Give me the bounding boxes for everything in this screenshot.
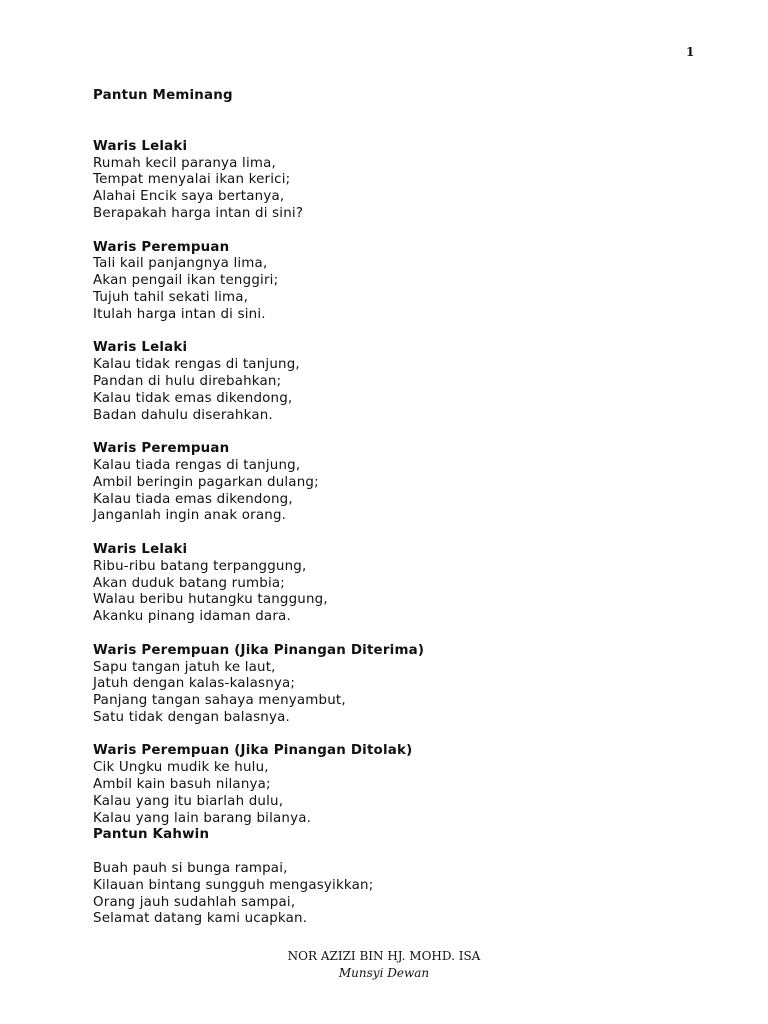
verse-line: Panjang tangan sahaya menyambut, (93, 693, 346, 709)
verse-line: Kalau tidak emas dikendong, (93, 390, 293, 406)
verse-line: Ambil kain basuh nilanya; (93, 777, 271, 793)
stanza-4 (93, 441, 693, 525)
verse-line: Tempat menyalai ikan kerici; (93, 172, 291, 188)
stanza-heading: Waris Lelaki (93, 138, 188, 154)
verse-line: Sapu tangan jatuh ke laut, (93, 659, 276, 675)
verse-line: Akanku pinang idaman dara. (93, 609, 291, 625)
footer-role: Munsyi Dewan (338, 966, 430, 980)
stanza-1 (93, 139, 693, 223)
verse-line: Orang jauh sudahlah sampai, (93, 894, 296, 910)
verse-line: Kilauan bintang sungguh mengasyikkan; (93, 877, 374, 893)
stanza-7 (93, 743, 693, 827)
stanza-heading: Waris Perempuan (Jika Pinangan Diterima) (93, 642, 425, 658)
stanza-heading: Waris Perempuan (Jika Pinangan Ditolak) (93, 743, 413, 759)
section-pantun-kahwin (93, 827, 693, 928)
verse-line: Tali kail panjangnya lima, (93, 256, 268, 272)
verse-line: Jatuh dengan kalas-kalasnya; (93, 676, 296, 692)
verse-line: Janganlah ingin anak orang. (93, 508, 287, 524)
document-body (93, 88, 693, 945)
stanza-heading: Waris Perempuan (93, 441, 230, 457)
verse-line: Buah pauh si bunga rampai, (93, 861, 288, 877)
verse-line: Satu tidak dengan balasnya. (93, 709, 290, 725)
verse-line: Kalau tidak rengas di tanjung, (93, 357, 300, 373)
stanza-heading: Waris Perempuan (93, 239, 230, 255)
verse-line: Badan dahulu diserahkan. (93, 407, 273, 423)
verse-line: Itulah harga intan di sini. (93, 306, 266, 322)
verse-line: Alahai Encik saya bertanya, (93, 189, 285, 205)
verse-line: Akan duduk batang rumbia; (93, 575, 285, 591)
verse-line: Tujuh tahil sekati lima, (93, 289, 249, 305)
stanza-2 (93, 240, 693, 324)
document-title: Pantun Meminang (93, 88, 233, 103)
verse-line: Akan pengail ikan tenggiri; (93, 273, 279, 289)
section-heading: Pantun Kahwin (93, 827, 210, 843)
verse-line: Rumah kecil paranya lima, (93, 155, 276, 171)
stanza-heading: Waris Lelaki (93, 541, 188, 557)
stanza-3 (93, 340, 693, 424)
verse-line: Cik Ungku mudik ke hulu, (93, 760, 269, 776)
footer-author: NOR AZIZI BIN HJ. MOHD. ISA (287, 949, 481, 963)
verse-line: Kalau tiada rengas di tanjung, (93, 457, 301, 473)
verse-line: Ribu-ribu batang terpanggung, (93, 558, 307, 574)
stanza-6 (93, 643, 693, 727)
verse-line: Ambil beringin pagarkan dulang; (93, 474, 319, 490)
verse-line: Kalau yang itu biarlah dulu, (93, 793, 284, 809)
verse-line: Selamat datang kami ucapkan. (93, 911, 308, 927)
stanza-heading: Waris Lelaki (93, 340, 188, 356)
page-footer (0, 948, 768, 982)
verse-line: Pandan di hulu direbahkan; (93, 373, 282, 389)
stanza-5 (93, 542, 693, 626)
verse-line: Walau beribu hutangku tanggung, (93, 592, 328, 608)
page-number: 1 (686, 45, 695, 59)
verse-line: Berapakah harga intan di sini? (93, 205, 304, 221)
verse-line: Kalau yang lain barang bilanya. (93, 810, 312, 826)
verse-line: Kalau tiada emas dikendong, (93, 491, 293, 507)
